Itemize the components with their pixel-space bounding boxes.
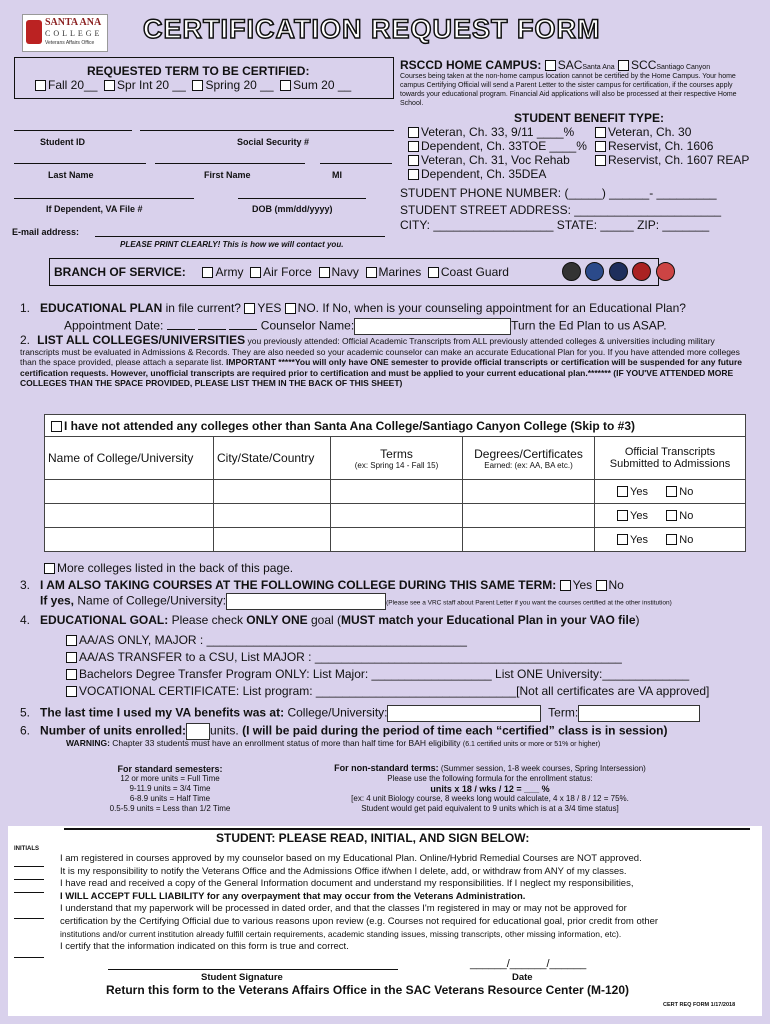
campus-sac-label: SAC <box>557 58 583 72</box>
benefit-ch1607-checkbox[interactable] <box>595 155 606 166</box>
dob-field[interactable] <box>238 198 366 199</box>
ssn-field[interactable] <box>140 130 394 131</box>
term-fall-checkbox[interactable] <box>35 80 46 91</box>
standard-heading: For standard semesters: <box>117 764 223 774</box>
q1-counseling-text: If No, when is your counseling appointment for an Educational Plan? <box>322 301 686 315</box>
row3-no-checkbox[interactable] <box>666 534 677 545</box>
branch-marines-label: Marines <box>378 265 422 279</box>
college-logo <box>22 14 108 52</box>
q4-text: Please check <box>168 613 247 627</box>
q6-paid: (I will be paid during the period of time each “certified” class is in session) <box>242 723 668 738</box>
term-sprint-checkbox[interactable] <box>104 80 115 91</box>
requested-term-box <box>14 57 394 99</box>
q3-yes-checkbox[interactable] <box>560 580 571 591</box>
branch-airforce-checkbox[interactable] <box>250 267 261 278</box>
first-name-field[interactable] <box>155 163 305 164</box>
initials-label: INITIALS <box>14 846 39 852</box>
benefit-ch1606-label: Reservist, Ch. 1606 <box>608 139 714 153</box>
term-summer-checkbox[interactable] <box>280 80 291 91</box>
q5-college-input[interactable] <box>387 705 541 722</box>
print-note: PLEASE PRINT CLEARLY! This is how we will contact you. <box>120 240 344 249</box>
logo-line1: SANTA ANA <box>45 17 102 28</box>
dob-label: DOB (mm/dd/yyyy) <box>252 204 333 214</box>
q3-ifyes: If yes, <box>40 593 75 608</box>
q4-close: ) <box>635 613 640 627</box>
q5-number: 5. <box>20 705 31 720</box>
term-summer-label: Sum 20 __ <box>293 78 352 92</box>
row2-no-checkbox[interactable] <box>666 510 677 521</box>
q1-appt-year[interactable] <box>229 329 257 330</box>
airforce-seal-icon <box>585 262 604 281</box>
branch-navy-checkbox[interactable] <box>319 267 330 278</box>
q2-heading: LIST ALL COLLEGES/UNIVERSITIES <box>37 333 246 347</box>
student-id-field[interactable] <box>14 130 132 131</box>
benefit-ch33-checkbox[interactable] <box>408 127 419 138</box>
date-label: Date <box>512 972 533 983</box>
branch-navy-label: Navy <box>331 265 359 279</box>
street-field[interactable]: STUDENT STREET ADDRESS: ______________________ <box>400 203 722 217</box>
q3-number: 3. <box>20 578 31 592</box>
benefit-heading: STUDENT BENEFIT TYPE: <box>514 111 665 125</box>
logo-line2: COLLEGE <box>45 29 103 38</box>
term-sprint-label: Spr Int 20 __ <box>117 78 186 92</box>
q1-turn-text: Turn the Ed Plan to us ASAP. <box>511 318 667 333</box>
initial-line[interactable] <box>14 882 44 893</box>
branch-coastguard-label: Coast Guard <box>440 265 509 279</box>
table-row: Yes No <box>45 480 746 504</box>
benefit-ch31-label: Veteran, Ch. 31, Voc Rehab <box>421 153 570 167</box>
col-header-degrees-sub: Earned: (ex: AA, BA etc.) <box>484 460 573 470</box>
q1-appt-label: Appointment Date: <box>64 318 164 333</box>
goal-aa-checkbox[interactable] <box>66 635 77 646</box>
phone-field[interactable]: STUDENT PHONE NUMBER: (_____) ______- _________ <box>400 186 717 200</box>
logo-line3: Veterans Affairs Office <box>45 40 95 46</box>
q1-no-label: NO. <box>297 301 320 315</box>
row3-yes-checkbox[interactable] <box>617 534 628 545</box>
standard-row: 6-8.9 units = Half Time <box>129 794 211 803</box>
branch-label: BRANCH OF SERVICE: <box>54 265 186 279</box>
form-title: CERTIFICATION REQUEST FORM <box>143 14 601 44</box>
q1-appt-month[interactable] <box>167 329 195 330</box>
goal-bachelors-checkbox[interactable] <box>66 669 77 680</box>
q5-college-label: College/University: <box>284 705 388 720</box>
q3-yes-label: Yes <box>572 578 593 592</box>
branch-marines-checkbox[interactable] <box>366 267 377 278</box>
not-attended-label: I have not attended any colleges other than Santa Ana College/Santiago Canyon College (Skip to #3) <box>64 419 635 433</box>
return-note: Return this form to the Veterans Affairs Office in the SAC Veterans Resource Center (M-120) <box>106 983 630 997</box>
q1-counselor-input[interactable] <box>354 318 511 335</box>
benefit-ch1606-checkbox[interactable] <box>595 141 606 152</box>
ssn-label: Social Security # <box>237 137 310 147</box>
standard-semesters <box>85 764 255 814</box>
standard-row: 9-11.9 units = 3/4 Time <box>129 784 211 793</box>
term-spring-checkbox[interactable] <box>192 80 203 91</box>
va-file-field[interactable] <box>14 198 194 199</box>
nonstandard-example: [ex: 4 unit Biology course, 8 weeks long would calculate, 4 x 18 / 8 / 12 = 75%. <box>351 794 629 803</box>
q5-text: The last time I used my VA benefits was at: <box>40 705 285 720</box>
col-header-terms <box>331 437 463 480</box>
term-fall-label: Fall 20__ <box>48 78 98 92</box>
statement: institutions and/or current institution already fulfill certain requirements, academic standing issues, missing transcripts, other missing information, etc). <box>60 929 622 939</box>
q4-number: 4. <box>20 613 31 627</box>
email-field[interactable] <box>95 236 385 237</box>
army-seal-icon <box>562 262 581 281</box>
campus-sac-checkbox[interactable] <box>545 60 556 71</box>
goal-vocational-checkbox[interactable] <box>66 686 77 697</box>
row1-no-checkbox[interactable] <box>666 486 677 497</box>
logo-seal-icon <box>26 20 42 44</box>
col-header-degrees <box>463 437 595 480</box>
col-header-city: City/State/Country <box>214 437 331 480</box>
col-header-terms-sub: (ex: Spring 14 - Fall 15) <box>354 460 439 470</box>
q4-goal: goal ( <box>307 613 342 627</box>
benefit-ch35-label: Dependent, Ch. 35DEA <box>421 167 547 181</box>
goal-options <box>66 632 709 700</box>
q3-no-label: No <box>608 578 624 592</box>
q4-heading: EDUCATIONAL GOAL: <box>40 613 169 627</box>
initial-line[interactable] <box>14 908 44 919</box>
campus-scc-checkbox[interactable] <box>618 60 629 71</box>
q5-term-label: Term: <box>548 705 579 720</box>
marines-seal-icon <box>632 262 651 281</box>
nonstandard-heading: For non-standard terms: <box>334 763 439 773</box>
not-attended-box <box>44 414 746 438</box>
col-header-degrees-label: Degrees/Certificates <box>474 446 583 461</box>
nonstandard-heading-sub: (Summer session, 1-8 week courses, Spring Intersession) <box>438 764 646 773</box>
branch-army-checkbox[interactable] <box>202 267 213 278</box>
col-header-transcripts-sub: Submitted to Admissions <box>609 458 731 470</box>
initial-line[interactable] <box>14 856 44 867</box>
q2-important: IMPORTANT *****You will only have ONE semester to provide official transcripts or certification will be suspended for any future certification requests. However, unofficial transcripts are required prior to certification and must be applied to your current educational plan.******* (IF YOU'VE ATTENDED MORE COLLEGES THAN THE SPACE PROVIDED, PLEASE LIST THEM IN THE BACK OF THIS SHEET) <box>20 357 742 388</box>
statement: I certify that the information indicated on this form is true and correct. <box>60 940 349 952</box>
campus-heading: RSCCD HOME CAMPUS: <box>400 58 542 72</box>
q3-note: (Please see a VRC staff about Parent Letter if you want the courses certified at the other institution) <box>386 599 672 607</box>
sign-section <box>8 826 762 1016</box>
benefit-ch31-checkbox[interactable] <box>408 155 419 166</box>
q6-number: 6. <box>20 723 31 738</box>
colleges-table <box>44 436 746 552</box>
statement: It is my responsibility to notify the Veterans Office and the Admissions Office if/when I delete, add, or withdraw from ANY of my classes. <box>60 865 627 877</box>
initial-line[interactable] <box>14 869 44 880</box>
benefit-left-list <box>408 125 587 181</box>
more-colleges-checkbox[interactable] <box>44 563 55 574</box>
q1-number: 1. <box>20 301 31 315</box>
q1-appt-day[interactable] <box>198 329 226 330</box>
q6-text: Number of units enrolled: <box>40 723 187 738</box>
q4-must: MUST match your Educational Plan in your VAO file <box>341 613 636 627</box>
campus-scc-label: SCC <box>631 58 657 72</box>
navy-seal-icon <box>609 262 628 281</box>
goal-aa-label: AA/AS ONLY, MAJOR : _______________________________________ <box>79 633 467 647</box>
campus-scc-sub: Santiago Canyon <box>656 64 711 71</box>
col-header-transcripts <box>595 437 746 480</box>
standard-row: 0.5-5.9 units = Less than 1/2 Time <box>109 804 231 813</box>
table-row: Yes No <box>45 504 746 528</box>
q2-body: Official Academic Transcripts from ALL previously attended colleges & universities including military transcripts must be evaluated in Admissions & Records. They are also needed so your academic counselor can make an accurate Educational Plan for you. If you have attended more colleges than the space provided, please attach a separate list. <box>20 336 740 367</box>
benefit-right-list <box>595 125 749 167</box>
coastguard-seal-icon <box>656 262 675 281</box>
q4-only: ONLY ONE <box>246 613 308 627</box>
sign-divider <box>64 828 750 830</box>
q3-no-checkbox[interactable] <box>596 580 607 591</box>
q1-text: in file current? <box>162 301 241 315</box>
q1-yes-label: YES <box>257 301 282 315</box>
benefit-ch35-checkbox[interactable] <box>408 169 419 180</box>
q3-college-input[interactable] <box>226 593 386 610</box>
nonstandard-terms <box>300 763 680 814</box>
nonstandard-line1: Please use the following formula for the enrollment status: <box>387 774 593 783</box>
campus-sac-sub: Santa Ana <box>582 64 615 71</box>
q6-warning-text: Chapter 33 students must have an enrollment status of more than half time for BAH eligibility <box>112 738 461 748</box>
branch-airforce-label: Air Force <box>263 265 312 279</box>
goal-bachelors-label: Bachelors Degree Transfer Program ONLY: List Major: __________________ List ONE University:_____________ <box>79 667 690 681</box>
campus-note: Courses being taken at the non-home campus location cannot be certified by the Home Campus. Your home campus Certifying Official will send a Parent Letter to the sister campus for certification, if the courses apply towards your educational program. Financial Aid applications will also be processed at their respective Home School. <box>400 73 737 107</box>
not-attended-checkbox[interactable] <box>51 421 62 432</box>
form-version: CERT REQ FORM 1/17/2018 <box>663 1002 736 1008</box>
col-header-terms-label: Terms <box>380 446 413 461</box>
branch-coastguard-checkbox[interactable] <box>428 267 439 278</box>
benefit-ch33-label: Veteran, Ch. 33, 9/11 ____% <box>421 125 575 139</box>
col-header-name: Name of College/University <box>45 437 214 480</box>
benefit-ch1607-label: Reservist, Ch. 1607 REAP <box>608 153 750 167</box>
q1-no-checkbox[interactable] <box>285 303 296 314</box>
benefit-ch30-checkbox[interactable] <box>595 127 606 138</box>
more-colleges-label: More colleges listed in the back of this page. <box>57 561 294 575</box>
standard-row: 12 or more units = Full Time <box>120 774 220 783</box>
email-label: E-mail address: <box>12 227 80 237</box>
q3-text: I AM ALSO TAKING COURSES AT THE FOLLOWING COLLEGE DURING THIS SAME TERM: <box>40 578 557 592</box>
q6-warning-label: WARNING: <box>66 738 110 748</box>
signature-line[interactable] <box>108 969 398 970</box>
benefit-ch33toe-label: Dependent, Ch. 33TOE ____% <box>421 139 587 153</box>
q2-sub: you previously attended: <box>245 336 340 346</box>
q2-number: 2. <box>20 333 31 347</box>
q1-yes-checkbox[interactable] <box>244 303 255 314</box>
date-line[interactable]: ______/______/______ <box>470 958 587 970</box>
goal-vocational-label: VOCATIONAL CERTIFICATE: List program: ______________________________[Not all certificates are VA approved] <box>79 684 710 698</box>
statement: I am registered in courses approved by my counselor based on my Educational Plan. Online/Hybrid Remedial Courses are NOT approved. <box>60 853 642 864</box>
goal-transfer-label: AA/AS TRANSFER to a CSU, List MAJOR : ______________________________________________ <box>79 650 622 664</box>
sign-heading: STUDENT: PLEASE READ, INITIAL, AND SIGN BELOW: <box>216 831 530 845</box>
mi-field[interactable] <box>320 163 392 164</box>
benefit-ch30-label: Veteran, Ch. 30 <box>608 125 692 139</box>
branch-box <box>49 258 659 286</box>
q6-warning-small: (6.1 certified units or more or 51% or higher) <box>462 741 601 748</box>
q3-name-label: Name of College/University: <box>74 593 227 608</box>
branch-army-label: Army <box>215 265 244 279</box>
signature-label: Student Signature <box>201 972 283 983</box>
va-file-label: If Dependent, VA File # <box>46 204 143 214</box>
first-name-label: First Name <box>204 170 251 180</box>
q1-counselor-label: Counselor Name: <box>260 318 355 333</box>
term-heading: REQUESTED TERM TO BE CERTIFIED: <box>87 64 310 78</box>
nonstandard-example2: Student would get paid equivalent to 9 units which is at a 3/4 time status] <box>361 804 619 813</box>
statement: I WILL ACCEPT FULL LIABILITY for any overpayment that may occur from the Veterans Administration. <box>60 890 526 902</box>
initial-line[interactable] <box>14 947 44 958</box>
row1-yes-checkbox[interactable] <box>617 486 628 497</box>
table-row: Yes No <box>45 528 746 552</box>
benefit-ch33toe-checkbox[interactable] <box>408 141 419 152</box>
mi-label: MI <box>332 170 342 180</box>
statement: certification by the Certifying Official due to various reasons upon review (e.g. Courses not required for educational goal, prior credit from other <box>60 915 659 927</box>
statement: I understand that my paperwork will be processed in dated order, and that the classes I'm registered in may or may not be approved for <box>60 903 627 914</box>
last-name-label: Last Name <box>48 170 94 180</box>
statement: I have read and received a copy of the General Information document and understand my responsibilities. If I neglect my responsibilities, <box>60 878 634 889</box>
statements <box>60 853 760 953</box>
col-header-transcripts-label: Official Transcripts <box>624 446 716 458</box>
q1-heading: EDUCATIONAL PLAN <box>40 301 163 315</box>
term-spring-label: Spring 20 __ <box>205 78 274 92</box>
last-name-field[interactable] <box>14 163 146 164</box>
city-state-zip-field[interactable]: CITY: __________________ STATE: _____ ZIP: _______ <box>400 218 710 232</box>
q6-units-label: units. <box>210 723 239 738</box>
goal-transfer-checkbox[interactable] <box>66 652 77 663</box>
row2-yes-checkbox[interactable] <box>617 510 628 521</box>
q5-term-input[interactable] <box>578 705 700 722</box>
student-id-label: Student ID <box>40 137 85 147</box>
nonstandard-formula: units x 18 / wks / 12 = ___ % <box>430 784 550 794</box>
